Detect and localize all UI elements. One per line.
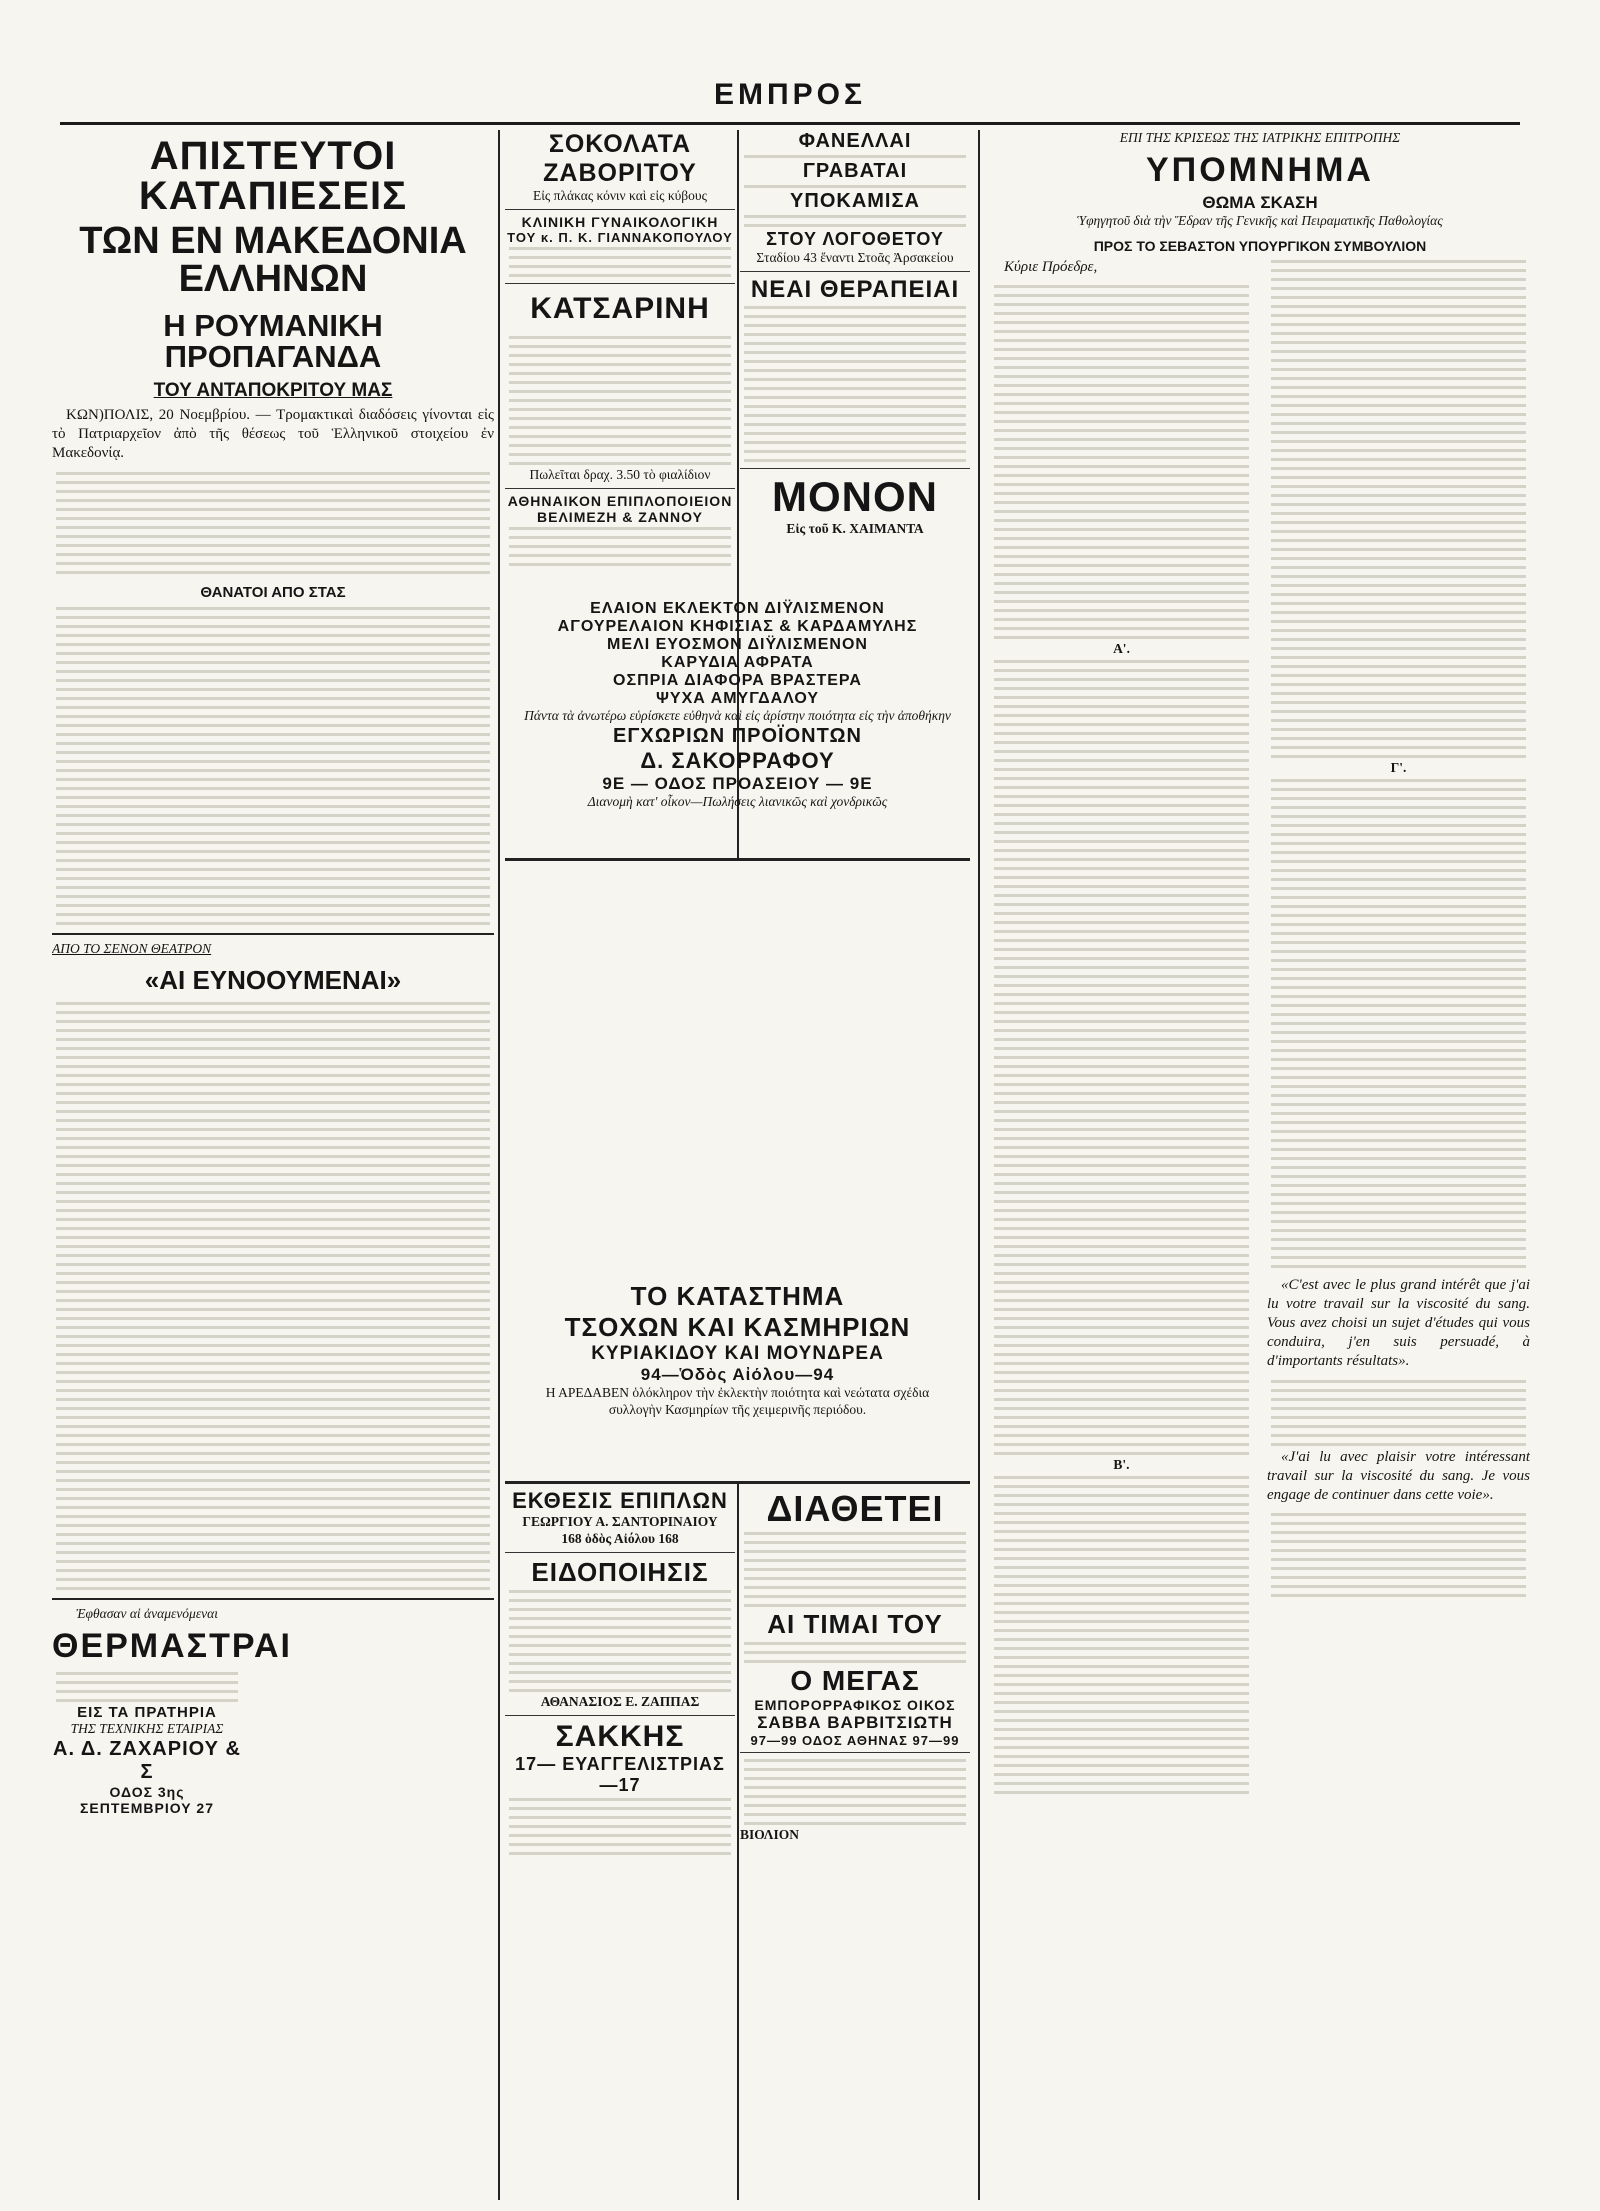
olive-line-6: ΨΥΧΑ ΑΜΥΓΔΑΛΟΥ <box>655 690 820 707</box>
prices-title: ΑΙ ΤΙΜΑΙ ΤΟΥ <box>767 1609 943 1639</box>
shirts-body <box>740 213 970 229</box>
section-c: Γ'. <box>1390 759 1407 775</box>
prices-body <box>740 1640 970 1665</box>
olive-line-4: ΚΑΡΥΔΙΑ ΑΦΡΑΤΑ <box>661 654 814 671</box>
shop-address: Σταδίου 43 ἔναντι Στοᾶς Ἀρσακείου <box>756 250 954 265</box>
theatre-review <box>52 1000 494 1592</box>
flannels-body <box>740 153 970 160</box>
section-rule <box>52 933 494 935</box>
memorandum-column <box>990 130 1530 2200</box>
megas-title: Ο ΜΕΓΑΣ <box>790 1665 920 1696</box>
notice-title: ΕΙΔΟΠΟΙΗΣΙΣ <box>531 1556 709 1587</box>
stoves-ad <box>52 1606 293 1817</box>
monon-sub: Εἰς τοῦ Κ. ΧΑΙΜΑΝΤΑ <box>786 520 924 536</box>
newspaper-title: ΕΜΠΡΟΣ <box>713 78 866 111</box>
ties-title: ΓΡΑΒΑΤΑΙ <box>802 160 908 182</box>
chocolate-ad-sub: Εἰς πλάκας κόνιν καὶ εἰς κύβους <box>533 188 707 203</box>
divider <box>505 209 735 210</box>
furniture-title: ΕΚΘΕΣΙΣ ΕΠΙΠΛΩΝ <box>512 1488 728 1513</box>
lower-left-ads <box>505 1488 735 2188</box>
olive-line-2: ΑΓΟΥΡΕΛΑΙΟΝ ΚΗΦΙΣΙΑΣ & ΚΑΡΔΑΜΥΛΗΣ <box>557 618 918 635</box>
divider <box>740 271 970 272</box>
ad-address: ΟΔΟΣ 3ης ΣΕΠΤΕΜΒΡΙΟΥ 27 <box>79 1784 215 1817</box>
memo-text <box>990 1474 1253 1796</box>
olive-line-3: ΜΕΛΙ ΕΥΟΣΜΟΝ ΔΙΫΛΙΣΜΕΝΟΝ <box>607 636 868 653</box>
kicker: ΕΠΙ ΤΗΣ ΚΡΙΣΕΩΣ ΤΗΣ ΙΑΤΡΙΚΗΣ ΕΠΙΤΡΟΠΗΣ <box>1119 130 1401 145</box>
memo-text <box>1267 777 1530 1270</box>
store-line-4: 94—Ὁδὸς Αἰόλου—94 <box>640 1365 835 1384</box>
ad-name: Α. Δ. ΖΑΧΑΡΙΟΥ & Σ <box>53 1738 241 1784</box>
article-body <box>52 470 494 576</box>
dateline-paragraph: ΚΩΝ)ΠΟΛΙΣ, 20 Νοεμβρίου. — Τρομακτικαὶ διαδόσεις γίνονται εἰς τὸ Πατριαρχεῖον ἀπὸ τῆς θέσεως τοῦ Ἑλληνικοῦ στοιχείου ἐν Μακεδονίᾳ. <box>52 407 494 462</box>
shirts-title: ΥΠΟΚΑΜΙΣΑ <box>790 190 920 212</box>
ad-heading: ΘΕΡΜΑΣΤΡΑΙ <box>52 1627 293 1666</box>
megas-name: ΣΑΒΒΑ ΒΑΡΒΙΤΣΙΩΤΗ <box>757 1713 953 1732</box>
diathetei-body <box>740 1530 970 1609</box>
flannels-title: ΦΑΝΕΛΛΑΙ <box>798 130 912 152</box>
store-line-5: Η ΑΡΕΔΑΒΕΝ ὁλόκληρον τὴν ἐκλεκτὴν ποιότητα καὶ νεώτατα σχέδια συλλογὴν Κασμηρίων τῆς χειμερινῆς περιόδου. <box>545 1385 930 1417</box>
ad-where: ΕΙΣ ΤΑ ΠΡΑΤΗΡΙΑ <box>77 1704 217 1722</box>
section-b: Β'. <box>1113 1456 1130 1472</box>
divider <box>505 1715 735 1716</box>
ad-body <box>52 1670 242 1704</box>
notice-signature: ΑΘΑΝΑΣΙΟΣ Ε. ΖΑΠΠΑΣ <box>540 1693 700 1709</box>
katsarini-ad-body <box>505 334 735 467</box>
byline: ΤΟΥ ΑΝΤΑΠΟΚΡΙΤΟΥ ΜΑΣ <box>153 380 393 401</box>
olive-line-8: ΕΓΧΩΡΙΩΝ ΠΡΟΪΟΝΤΩΝ <box>613 724 862 747</box>
article-body <box>52 605 494 927</box>
quote-2: «J'ai lu avec plaisir votre intéressant travail sur la viscosité du sang. Je vous engage de continuer dans cette voie». <box>1267 1448 1530 1503</box>
olive-line-7: Πάντα τὰ ἀνωτέρω εὑρίσκετε εὐθηνὰ καὶ εἰς ἀρίστην ποιότητα εἰς τὴν ἀποθήκην <box>524 708 951 723</box>
violin-ad: ΒΙΟΛΙΟΝ <box>740 1827 799 1842</box>
section-rule <box>52 1598 494 1600</box>
memorandum-right-column <box>1267 258 1530 1796</box>
memorandum-body <box>990 258 1530 1796</box>
headline-3: Η ΡΟΥΜΑΝΙΚΗ ΠΡΟΠΑΓΑΝΔΑ <box>163 308 383 374</box>
play-title: «ΑΙ ΕΥΝΟΟΥΜΕΝΑΙ» <box>144 965 402 996</box>
divider <box>505 488 735 489</box>
addressee: ΠΡΟΣ ΤΟ ΣΕΒΑΣΤΟΝ ΥΠΟΥΡΓΙΚΟΝ ΣΥΜΒΟΥΛΙΟΝ <box>1093 237 1427 254</box>
author: ΘΩΜΑ ΣΚΑΣΗ <box>1202 192 1318 212</box>
divider <box>740 1752 970 1753</box>
lower-right-ads <box>740 1488 970 2188</box>
store-banner-ad <box>505 858 970 1484</box>
therapies-title: ΝΕΑΙ ΘΕΡΑΠΕΙΑΙ <box>750 275 960 303</box>
chocolate-ad-title: ΣΟΚΟΛΑΤΑ ΖΑΒΟΡΙΤΟΥ <box>543 130 697 187</box>
section-label: ΑΠΟ ΤΟ ΣΕΝΟΝ ΘΕΑΤΡΟΝ <box>52 940 212 956</box>
author-role: Ὑφηγητοῦ διὰ τὴν Ἕδραν τῆς Γενικῆς καὶ Πειραματικῆς Παθολογίας <box>1077 212 1443 228</box>
notice-body <box>505 1588 735 1694</box>
shop-name: ΣΤΟΥ ΛΟΓΟΘΕΤΟΥ <box>766 229 944 249</box>
memorandum-left-column <box>990 258 1253 1796</box>
memo-text <box>1267 1378 1530 1448</box>
memo-text <box>990 658 1253 1457</box>
memo-text <box>1267 1511 1530 1599</box>
olive-line-9: Δ. ΣΑΚΟΡΡΑΦΟΥ <box>640 747 835 773</box>
section-a: Α'. <box>1113 640 1130 656</box>
subhead: ΘΑΝΑΤΟΙ ΑΠΟ ΣΤΑΣ <box>200 583 346 601</box>
furniture-address: 168 ὁδὸς Αἰόλου 168 <box>561 1530 679 1546</box>
front-story-column <box>52 130 494 2200</box>
megas-address: 97—99 ΟΔΟΣ ΑΘΗΝΑΣ 97—99 <box>750 1733 960 1748</box>
furniture-owner: ΓΕΩΡΓΙΟΥ Α. ΣΑΝΤΟΡΙΝΑΙΟΥ <box>522 1514 718 1529</box>
ad-company: ΤΗΣ ΤΕΧΝΙΚΗΣ ΕΤΑΙΡΙΑΣ <box>70 1721 224 1737</box>
store-line-3: ΚΥΡΙΑΚΙΔΟΥ ΚΑΙ ΜΟΥΝΔΡΕΑ <box>591 1343 884 1364</box>
olive-oil-ad <box>505 600 970 855</box>
headline-1: ΑΠΙΣΤΕΥΤΟΙ ΚΑΤΑΠΙΕΣΕΙΣ <box>138 134 408 218</box>
olive-line-11: Διανομὴ κατ' οἶκον—Πωλήσεις λιανικῶς καὶ χονδρικῶς <box>587 793 888 809</box>
sakkis-body <box>505 1796 735 1857</box>
masthead <box>60 78 1520 125</box>
diathetei-title: ΔΙΑΘΕΤΕΙ <box>766 1488 944 1529</box>
store-line-2: ΤΣΟΧΩΝ ΚΑΙ ΚΑΣΜΗΡΙΩΝ <box>564 1312 911 1342</box>
divider <box>740 468 970 469</box>
quote-1: «C'est avec le plus grand intérêt que j'ai lu votre travail sur la viscosité du sang. Vous avez choisi un sujet d'études qui vous conduira, j'en suis persuadé, à d'importants résultats». <box>1267 1276 1530 1370</box>
clinic-ad-body <box>505 245 735 279</box>
megas-sub: ΕΜΠΟΡΟΡΡΑΦΙΚΟΣ ΟΙΚΟΣ <box>754 1697 956 1713</box>
ties-body <box>740 183 970 190</box>
katsarini-price: Πωλεῖται δραχ. 3.50 τὸ φιαλίδιον <box>529 466 711 482</box>
workshop-ad-body <box>505 525 735 568</box>
headline-2: ΤΩΝ ΕΝ ΜΑΚΕΔΟΝΙΑ ΕΛΛΗΝΩΝ <box>79 220 467 300</box>
clinic-ad-title: ΚΛΙΝΙΚΗ ΓΥΝΑΙΚΟΛΟΓΙΚΗ <box>521 213 719 230</box>
workshop-ad-title: ΑΘΗΝΑΙΚΟΝ ΕΠΙΠΛΟΠΟΙΕΙΟΝ ΒΕΛΙΜΕΖΗ & ΖΑΝΝΟΥ <box>507 492 733 525</box>
column-rule <box>978 130 980 2200</box>
olive-line-1: ΕΛΑΙΟΝ ΕΚΛΕΚΤΟΝ ΔΙΫΛΙΣΜΕΝΟΝ <box>590 600 885 617</box>
rentals-body <box>740 1757 970 1827</box>
memo-text <box>1267 258 1530 760</box>
therapies-body <box>740 304 970 464</box>
katsarini-ad-title: ΚΑΤΣΑΡΙΝΗ <box>530 291 710 325</box>
store-line-1: ΤΟ ΚΑΤΑΣΤΗΜΑ <box>630 1281 845 1311</box>
clinic-ad-doctor: ΤΟΥ κ. Π. Κ. ΓΙΑΝΝΑΚΟΠΟΥΛΟΥ <box>507 229 733 245</box>
sakkis-address: 17— ΕΥΑΓΓΕΛΙΣΤΡΙΑΣ —17 <box>515 1753 725 1795</box>
monon-title: ΜΟΝΟΝ <box>772 472 938 520</box>
olive-line-5: ΟΣΠΡΙΑ ΔΙΑΦΟΡΑ ΒΡΑΣΤΕΡΑ <box>613 672 862 689</box>
salutation: Κύριε Πρόεδρε, <box>1004 258 1098 275</box>
column-rule <box>498 130 500 2200</box>
divider <box>505 1552 735 1553</box>
olive-line-10: 9Ε — ΟΔΟΣ ΠΡΟΑΣΕΙΟΥ — 9Ε <box>602 773 873 793</box>
divider <box>505 283 735 284</box>
ad-intro: Ἐφθασαν αἱ ἀναμενόμεναι <box>75 1606 218 1622</box>
sakkis-title: ΣΑΚΚΗΣ <box>555 1719 685 1753</box>
memo-text <box>990 283 1253 641</box>
memorandum-headline: ΥΠΟΜΝΗΜΑ <box>1146 150 1374 189</box>
